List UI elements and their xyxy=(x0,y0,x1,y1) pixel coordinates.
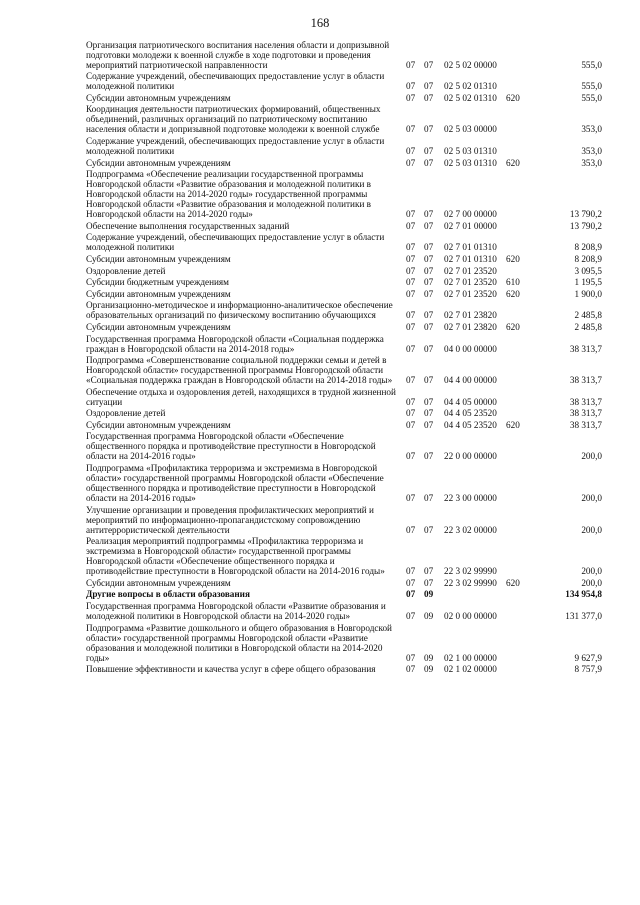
row-subsection-code: 07 xyxy=(424,310,434,321)
table-row xyxy=(86,354,602,386)
row-name: Подпрограмма «Профилактика терроризма и экстремизма в Новгородской области» государственной программы Новгородской области «Обеспечение общественного порядка и противодействие преступности в Новгородской области на 2014-2016 годы» xyxy=(86,463,384,504)
row-amount: 200,0 xyxy=(581,493,602,504)
table-row xyxy=(86,588,602,600)
row-subsection-code: 07 xyxy=(424,145,434,156)
row-amount: 8 208,9 xyxy=(574,253,602,264)
row-name: Обеспечение выполнения государственных заданий xyxy=(86,220,290,231)
row-target-article: 02 7 01 00000 xyxy=(444,220,497,231)
row-section-code: 07 xyxy=(406,92,416,103)
row-subsection-code: 07 xyxy=(424,451,434,462)
row-target-article: 02 5 03 01310 xyxy=(444,157,497,168)
row-target-article: 02 7 01 23520 xyxy=(444,277,497,288)
table-row xyxy=(86,219,602,231)
row-expense-type xyxy=(506,231,532,253)
table-row xyxy=(86,503,602,535)
row-subsection-code: 09 xyxy=(424,589,434,600)
row-section-code: 07 xyxy=(406,419,416,430)
table-row xyxy=(86,430,602,462)
row-amount: 200,0 xyxy=(581,524,602,535)
row-name: Субсидии автономным учреждениям xyxy=(86,253,231,264)
row-target-article: 02 7 01 23520 xyxy=(444,265,497,276)
row-name: Организация патриотического воспитания населения области и допризывной подготовки молодежи к военной службе в ходе подготовки и проведения мероприятий патриотической направленности xyxy=(86,39,390,70)
row-name: Улучшение организации и проведения профилактических мероприятий и мероприятий по информационно-пропагандистскому сопровождению антитеррористической деятельности xyxy=(86,504,374,535)
table-row xyxy=(86,103,602,135)
row-target-article: 02 7 01 23820 xyxy=(444,310,497,321)
table-row xyxy=(86,385,602,407)
row-amount: 353,0 xyxy=(581,145,602,156)
row-target-article: 02 7 01 23820 xyxy=(444,321,497,332)
row-target-article: 22 0 00 00000 xyxy=(444,451,497,462)
table-row xyxy=(86,231,602,253)
table-row xyxy=(86,576,602,588)
row-subsection-code: 07 xyxy=(424,81,434,92)
row-section-code: 07 xyxy=(406,375,416,386)
row-name: Координация деятельности патриотических формирований, общественных объединений, различных организаций по патриотическому воспитанию населения области и допризывной подготовке молодежи к военной службе xyxy=(86,104,381,135)
row-target-article: 04 0 00 00000 xyxy=(444,343,497,354)
row-target-article: 02 7 00 00000 xyxy=(444,209,497,220)
table-row xyxy=(86,38,602,70)
row-subsection-code: 07 xyxy=(424,277,434,288)
row-amount: 1 195,5 xyxy=(574,277,602,288)
row-expense-type xyxy=(506,219,532,231)
row-target-article: 02 7 01 01310 xyxy=(444,242,497,253)
row-expense-type: 620 xyxy=(506,321,520,332)
row-amount: 38 313,7 xyxy=(569,419,602,430)
row-expense-type xyxy=(506,599,532,621)
table-row xyxy=(86,252,602,264)
row-amount: 353,0 xyxy=(581,124,602,135)
table-row xyxy=(86,332,602,354)
row-expense-type xyxy=(506,430,532,462)
row-expense-type xyxy=(506,503,532,535)
row-target-article: 22 3 00 00000 xyxy=(444,493,497,504)
row-amount: 13 790,2 xyxy=(569,209,602,220)
row-expense-type xyxy=(506,663,532,675)
row-expense-type xyxy=(506,134,532,156)
row-expense-type: 620 xyxy=(506,92,520,103)
row-section-code: 07 xyxy=(406,577,416,588)
row-target-article: 04 4 00 00000 xyxy=(444,375,497,386)
row-amount: 3 095,5 xyxy=(574,265,602,276)
row-subsection-code: 07 xyxy=(424,242,434,253)
row-subsection-code: 07 xyxy=(424,419,434,430)
row-name: Содержание учреждений, обеспечивающих предоставление услуг в области молодежной политики xyxy=(86,71,385,92)
table-row xyxy=(86,535,602,577)
row-subsection-code: 07 xyxy=(424,343,434,354)
row-amount: 134 954,8 xyxy=(565,589,602,600)
row-name: Государственная программа Новгородской области «Развитие образования и молодежной политики в Новгородской области на 2014-2020 годы» xyxy=(86,601,386,622)
table-row xyxy=(86,599,602,621)
row-name: Повышение эффективности и качества услуг в сфере общего образования xyxy=(86,664,376,675)
row-expense-type: 620 xyxy=(506,253,520,264)
row-subsection-code: 09 xyxy=(424,664,434,675)
row-name: Реализация мероприятий подпрограммы «Профилактика терроризма и экстремизма в Новгородской области» государственной программы Новгородской области «Обеспечение общественного порядка и противодействие преступности в Новгородской области на 2014-2016 годы» xyxy=(86,536,385,577)
row-section-code: 07 xyxy=(406,664,416,675)
table-row xyxy=(86,299,602,321)
row-section-code: 07 xyxy=(406,253,416,264)
row-amount: 555,0 xyxy=(581,81,602,92)
row-expense-type xyxy=(506,354,532,386)
row-section-code: 07 xyxy=(406,408,416,419)
row-target-article: 22 3 02 99990 xyxy=(444,577,497,588)
row-expense-type: 620 xyxy=(506,419,520,430)
row-amount: 200,0 xyxy=(581,577,602,588)
row-subsection-code: 07 xyxy=(424,253,434,264)
row-name: Субсидии автономным учреждениям xyxy=(86,157,231,168)
row-section-code: 07 xyxy=(406,81,416,92)
row-expense-type xyxy=(506,168,532,220)
row-section-code: 07 xyxy=(406,242,416,253)
row-name: Организационно-методическое и информационно-аналитическое обеспечение образовательных организаций по физическому воспитанию обучающихся xyxy=(86,300,393,321)
row-name: Обеспечение отдыха и оздоровления детей, находящихся в трудной жизненной ситуации xyxy=(86,386,396,407)
row-expense-type xyxy=(506,407,532,419)
row-name: Содержание учреждений, обеспечивающих предоставление услуг в области молодежной политики xyxy=(86,135,385,156)
table-row xyxy=(86,663,602,675)
row-section-code: 07 xyxy=(406,145,416,156)
row-subsection-code: 09 xyxy=(424,611,434,622)
row-subsection-code: 07 xyxy=(424,124,434,135)
row-amount: 38 313,7 xyxy=(569,375,602,386)
row-expense-type xyxy=(506,264,532,276)
row-expense-type xyxy=(506,385,532,407)
row-section-code: 07 xyxy=(406,524,416,535)
row-amount: 131 377,0 xyxy=(565,611,602,622)
row-target-article: 02 5 02 01310 xyxy=(444,92,497,103)
row-section-code: 07 xyxy=(406,310,416,321)
table-row xyxy=(86,134,602,156)
row-section-code: 07 xyxy=(406,277,416,288)
row-section-code: 07 xyxy=(406,321,416,332)
budget-table-body xyxy=(86,38,602,674)
row-amount: 2 485,8 xyxy=(574,310,602,321)
row-section-code: 07 xyxy=(406,220,416,231)
row-amount: 353,0 xyxy=(581,157,602,168)
row-name: Государственная программа Новгородской области «Социальная поддержка граждан в Новгородской области на 2014-2018 годы» xyxy=(86,333,384,354)
row-subsection-code: 07 xyxy=(424,157,434,168)
row-name: Субсидии автономным учреждениям xyxy=(86,321,231,332)
row-expense-type xyxy=(506,38,532,70)
table-row xyxy=(86,418,602,430)
row-section-code: 07 xyxy=(406,209,416,220)
row-target-article: 22 3 02 99990 xyxy=(444,566,497,577)
row-subsection-code: 07 xyxy=(424,577,434,588)
row-name: Подпрограмма «Развитие дошкольного и общего образования в Новгородской области» государственной программы Новгородской области «Развитие образования и молодежной политики в Новгородской области на 2014-2020 годы» xyxy=(86,622,392,663)
row-amount: 555,0 xyxy=(581,59,602,70)
row-section-code: 07 xyxy=(406,343,416,354)
row-section-code: 07 xyxy=(406,265,416,276)
row-amount: 38 313,7 xyxy=(569,396,602,407)
row-amount: 38 313,7 xyxy=(569,343,602,354)
row-amount: 200,0 xyxy=(581,566,602,577)
row-target-article: 02 5 03 01310 xyxy=(444,145,497,156)
row-name: Подпрограмма «Совершенствование социальной поддержки семьи и детей в Новгородской области» государственной программы Новгородской области «Социальная поддержка граждан в Новгородской области на 2014-2018 годы» xyxy=(86,355,393,386)
row-subsection-code: 07 xyxy=(424,566,434,577)
row-amount: 8 208,9 xyxy=(574,242,602,253)
row-subsection-code: 09 xyxy=(424,652,434,663)
row-expense-type xyxy=(506,70,532,92)
table-row xyxy=(86,276,602,288)
row-target-article: 02 5 02 01310 xyxy=(444,81,497,92)
row-target-article: 02 7 01 23520 xyxy=(444,288,497,299)
row-target-article: 04 4 05 00000 xyxy=(444,396,497,407)
row-section-code: 07 xyxy=(406,566,416,577)
row-amount: 38 313,7 xyxy=(569,408,602,419)
row-name: Содержание учреждений, обеспечивающих предоставление услуг в области молодежной политики xyxy=(86,232,385,253)
table-row xyxy=(86,264,602,276)
row-amount: 2 485,8 xyxy=(574,321,602,332)
row-name: Подпрограмма «Обеспечение реализации государственной программы Новгородской области «Развитие образования и молодежной политики в Новгородской области на 2014-2020 годы» государственной программы Новгородской области «Развитие образования и молодежной политики в Новгородской области на 2014-2020 годы» xyxy=(86,169,371,220)
row-expense-type: 610 xyxy=(506,277,520,288)
table-row xyxy=(86,287,602,299)
row-expense-type xyxy=(506,535,532,577)
row-section-code: 07 xyxy=(406,124,416,135)
row-expense-type: 620 xyxy=(506,288,520,299)
row-amount: 1 900,0 xyxy=(574,288,602,299)
row-expense-type xyxy=(506,332,532,354)
row-subsection-code: 07 xyxy=(424,92,434,103)
budget-table xyxy=(86,38,602,674)
row-section-code: 07 xyxy=(406,589,416,600)
row-target-article: 02 1 02 00000 xyxy=(444,664,497,675)
row-subsection-code: 07 xyxy=(424,220,434,231)
row-expense-type xyxy=(506,461,532,503)
row-section-code: 07 xyxy=(406,396,416,407)
row-section-code: 07 xyxy=(406,493,416,504)
row-name: Субсидии автономным учреждениям xyxy=(86,92,231,103)
row-target-article: 02 5 03 00000 xyxy=(444,124,497,135)
row-name: Субсидии автономным учреждениям xyxy=(86,577,231,588)
row-name: Государственная программа Новгородской области «Обеспечение общественного порядка и противодействие преступности в Новгородской области на 2014-2016 годы» xyxy=(86,431,376,462)
row-section-code: 07 xyxy=(406,611,416,622)
row-subsection-code: 07 xyxy=(424,524,434,535)
row-subsection-code: 07 xyxy=(424,59,434,70)
row-expense-type xyxy=(506,299,532,321)
row-target-article: 04 4 05 23520 xyxy=(444,419,497,430)
row-expense-type xyxy=(506,588,532,600)
table-row xyxy=(86,407,602,419)
row-amount: 555,0 xyxy=(581,92,602,103)
row-amount: 9 627,9 xyxy=(574,652,602,663)
row-subsection-code: 07 xyxy=(424,321,434,332)
row-subsection-code: 07 xyxy=(424,288,434,299)
row-target-article: 22 3 02 00000 xyxy=(444,524,497,535)
row-subsection-code: 07 xyxy=(424,375,434,386)
table-row xyxy=(86,168,602,220)
table-row xyxy=(86,621,602,663)
row-subsection-code: 07 xyxy=(424,396,434,407)
row-expense-type xyxy=(506,103,532,135)
page-number: 168 xyxy=(310,16,330,30)
row-subsection-code: 07 xyxy=(424,209,434,220)
row-subsection-code: 07 xyxy=(424,493,434,504)
row-section-code: 07 xyxy=(406,652,416,663)
row-name: Субсидии автономным учреждениям xyxy=(86,288,231,299)
row-name: Оздоровление детей xyxy=(86,265,166,276)
row-target-article: 02 0 00 00000 xyxy=(444,611,497,622)
table-row xyxy=(86,156,602,168)
row-section-code: 07 xyxy=(406,59,416,70)
row-name: Субсидии бюджетным учреждениям xyxy=(86,277,229,288)
row-expense-type: 620 xyxy=(506,157,520,168)
table-row xyxy=(86,91,602,103)
row-section-code: 07 xyxy=(406,157,416,168)
row-subsection-code: 07 xyxy=(424,265,434,276)
row-expense-type: 620 xyxy=(506,577,520,588)
row-name: Другие вопросы в области образования xyxy=(86,589,250,600)
row-amount: 13 790,2 xyxy=(569,220,602,231)
table-row xyxy=(86,461,602,503)
row-section-code: 07 xyxy=(406,451,416,462)
row-amount: 8 757,9 xyxy=(574,664,602,675)
row-amount: 200,0 xyxy=(581,451,602,462)
row-target-article: 02 1 00 00000 xyxy=(444,652,497,663)
row-name: Оздоровление детей xyxy=(86,408,166,419)
row-subsection-code: 07 xyxy=(424,408,434,419)
row-target-article xyxy=(444,588,506,600)
row-section-code: 07 xyxy=(406,288,416,299)
table-row xyxy=(86,70,602,92)
row-target-article: 02 7 01 01310 xyxy=(444,253,497,264)
row-target-article: 02 5 02 00000 xyxy=(444,59,497,70)
row-expense-type xyxy=(506,621,532,663)
row-name: Субсидии автономным учреждениям xyxy=(86,419,231,430)
row-target-article: 04 4 05 23520 xyxy=(444,408,497,419)
table-row xyxy=(86,320,602,332)
